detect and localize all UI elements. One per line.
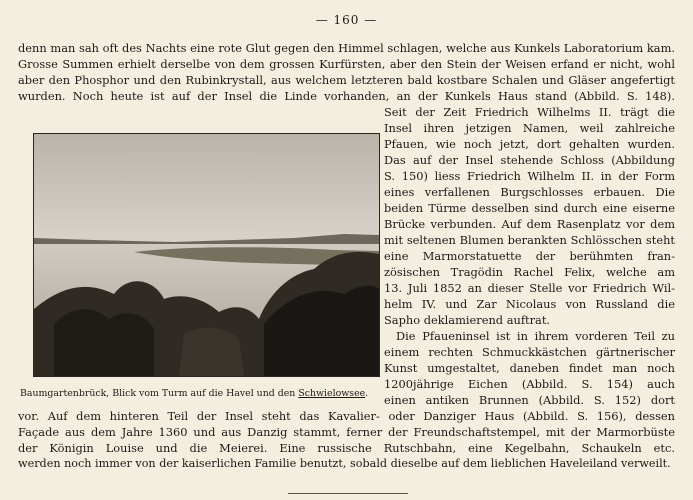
body-line: werden noch immer von der kaiserlichen Familie benutzt, sobald dieselbe auf dem lieblichen Haveleiland verweilt. [18,457,671,470]
body-line: 1200jährige Eichen (Abbild. S. 154) auch [384,377,675,391]
body-line: Die Pfaueninsel ist in ihrem vorderen Teil zu [396,329,675,343]
body-line: Das auf der Insel stehende Schloss (Abbildung [384,153,675,167]
body-line: Seit der Zeit Friedrich Wilhelms II. trägt die [384,105,675,119]
body-line: einen antiken Brunnen (Abbild. S. 152) dort [384,393,675,407]
landscape-photo [33,133,380,377]
body-line: S. 150) liess Friedrich Wilhelm II. in der Form [384,169,675,183]
body-line: Brücke verbunden. Auf dem Rasenplatz vor dem [384,217,675,231]
body-line: aber den Phosphor und den Rubinkrystall, aus welchem letzteren bald kostbare Schalen und Gläser angefertigt [18,73,675,87]
photo-caption [20,388,382,400]
footer-rule [288,493,408,494]
caption-underlined-text: Schwielowsee [298,388,366,399]
body-line: eine Marmorstatuette der berühmten fran- [384,249,675,263]
photo-illustration [34,134,379,376]
body-line: wurden. Noch heute ist auf der Insel die Linde vorhanden, an der Kunkels Haus stand (Abbild. S. 148). [18,89,675,103]
body-line: 13. Juli 1852 an dieser Stelle vor Friedrich Wil- [384,281,675,295]
body-line: Kunst umgestaltet, daneben findet man noch [384,361,675,375]
body-line: Grosse Summen erhielt derselbe von dem grossen Kurfürsten, aber den Stein der Weisen erfand er nicht, wohl [18,57,675,71]
body-line: beiden Türme desselben sind durch eine eiserne [384,201,675,215]
body-line: denn man sah oft des Nachts eine rote Glut gegen den Himmel schlagen, welche aus Kunkels Laboratorium kam. [18,41,675,55]
body-line: einem rechten Schmuckkästchen gärtnerischer [384,345,675,359]
page-number: — 160 — [315,13,378,27]
body-line: der Königin Louise und die Meierei. Eine russische Rutschbahn, eine Kegelbahn, Schaukeln etc. [18,441,675,455]
body-line: Pfauen, wie noch jetzt, dort gehalten wurden. [384,137,675,151]
caption-text: Baumgartenbrück, Blick vom Turm auf die Havel und den [20,388,299,399]
body-line: zösischen Tragödin Rachel Felix, welche am [384,265,675,279]
body-line: helm IV. und Zar Nicolaus von Russland die [384,297,675,311]
body-line: eines verfallenen Burgschlosses erbauen. Die [384,185,675,199]
body-line: vor. Auf dem hinteren Teil der Insel steht das Kavalier- oder Danziger Haus (Abbild. S. 156), dessen [18,409,675,423]
body-line: Insel ihren jetzigen Namen, weil zahlreiche [384,121,675,135]
body-line: Sapho deklamierend auftrat. [384,313,551,327]
body-line: mit seltenen Blumen berankten Schlösschen steht [384,233,675,247]
body-line: Façade aus dem Jahre 1360 und aus Danzig stammt, ferner der Freundschaftstempel, mit der Marmorbüste [18,425,675,439]
caption-end: . [365,388,369,399]
